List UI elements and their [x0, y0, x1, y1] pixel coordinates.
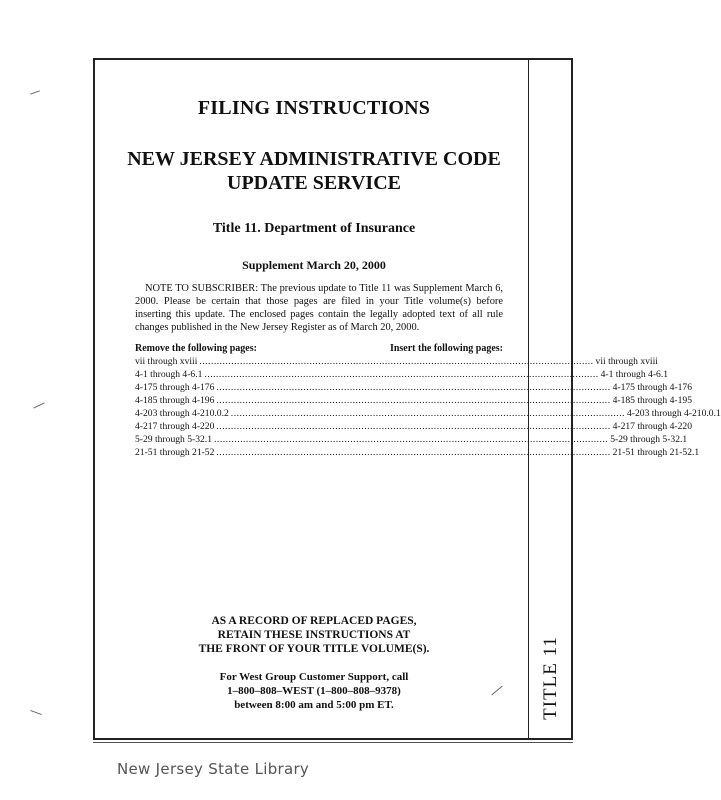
scan-speck: [30, 710, 42, 715]
support-contact: [118, 670, 510, 712]
leader-dots: ........................................................................................................................................: [216, 395, 611, 406]
list-item: [135, 355, 658, 368]
support-line-1: For West Group Customer Support, call: [219, 671, 409, 683]
scan-speck: [30, 90, 40, 94]
insert-header: Insert the following pages:: [389, 343, 503, 354]
remove-pages: 4-1 through 4-6.1: [135, 369, 203, 380]
supplement-date: Supplement March 20, 2000: [242, 258, 386, 272]
remove-pages: vii through xviii: [135, 356, 198, 367]
record-notice: [118, 614, 510, 656]
list-item: [135, 394, 692, 407]
library-watermark: New Jersey State Library: [117, 760, 310, 778]
document-subtitle: [118, 147, 510, 195]
department-heading: Title 11. Department of Insurance: [212, 221, 416, 236]
document-title: FILING INSTRUCTIONS: [197, 97, 431, 119]
insert-pages: 21-51 through 21-52.1: [612, 447, 700, 458]
leader-dots: ........................................................................................................................................: [214, 434, 609, 445]
remove-pages: 21-51 through 21-52: [135, 447, 215, 458]
bottom-rule: [93, 742, 573, 743]
support-phone: 1–800–808–WEST (1–800–808–9378): [227, 685, 401, 697]
subscriber-note: NOTE TO SUBSCRIBER: The previous update to Title 11 was Supplement March 6, 2000. Please be certain that those pages are filed in your Title volume(s) before inserting this update. The enclosed pages contain the legally adopted text of all rule changes published in the New Jersey Register as of March 20, 2000.: [135, 283, 503, 333]
main-content: [118, 60, 721, 459]
title-tab-label: TITLE 11: [539, 636, 561, 720]
remove-pages: 4-217 through 4-220: [135, 421, 215, 432]
page-list-header: [135, 343, 503, 354]
insert-pages: 4-203 through 4-210.0.1: [626, 408, 721, 419]
support-hours: between 8:00 am and 5:00 pm ET.: [234, 699, 394, 711]
record-line-3: THE FRONT OF YOUR TITLE VOLUME(S).: [198, 643, 430, 655]
record-line-2: RETAIN THESE INSTRUCTIONS AT: [217, 629, 411, 641]
insert-pages: 4-175 through 4-176: [612, 382, 692, 393]
remove-pages: 4-185 through 4-196: [135, 395, 215, 406]
page-list: [135, 355, 721, 459]
list-item: [135, 420, 692, 433]
remove-header: Remove the following pages:: [135, 343, 257, 354]
subtitle-line-2: UPDATE SERVICE: [227, 172, 401, 194]
insert-pages: 5-29 through 5-32.1: [610, 434, 688, 445]
leader-dots: ........................................................................................................................................: [230, 408, 625, 419]
leader-dots: ........................................................................................................................................: [199, 356, 594, 367]
insert-pages: vii through xviii: [595, 356, 658, 367]
title-tab: [528, 628, 573, 728]
list-item: [135, 407, 721, 420]
scan-speck: [33, 403, 44, 409]
insert-pages: 4-1 through 4-6.1: [600, 369, 669, 380]
record-line-1: AS A RECORD OF REPLACED PAGES,: [211, 615, 417, 627]
leader-dots: ........................................................................................................................................: [216, 421, 611, 432]
remove-pages: 4-175 through 4-176: [135, 382, 215, 393]
list-item: [135, 368, 669, 381]
insert-pages: 4-185 through 4-195: [612, 395, 692, 406]
list-item: [135, 446, 700, 459]
list-item: [135, 381, 692, 394]
subtitle-line-1: NEW JERSEY ADMINISTRATIVE CODE: [127, 148, 501, 170]
remove-pages: 5-29 through 5-32.1: [135, 434, 213, 445]
leader-dots: ........................................................................................................................................: [204, 369, 599, 380]
insert-pages: 4-217 through 4-220: [612, 421, 692, 432]
list-item: [135, 433, 688, 446]
remove-pages: 4-203 through 4-210.0.2: [135, 408, 229, 419]
leader-dots: ........................................................................................................................................: [216, 447, 611, 458]
leader-dots: ........................................................................................................................................: [216, 382, 611, 393]
